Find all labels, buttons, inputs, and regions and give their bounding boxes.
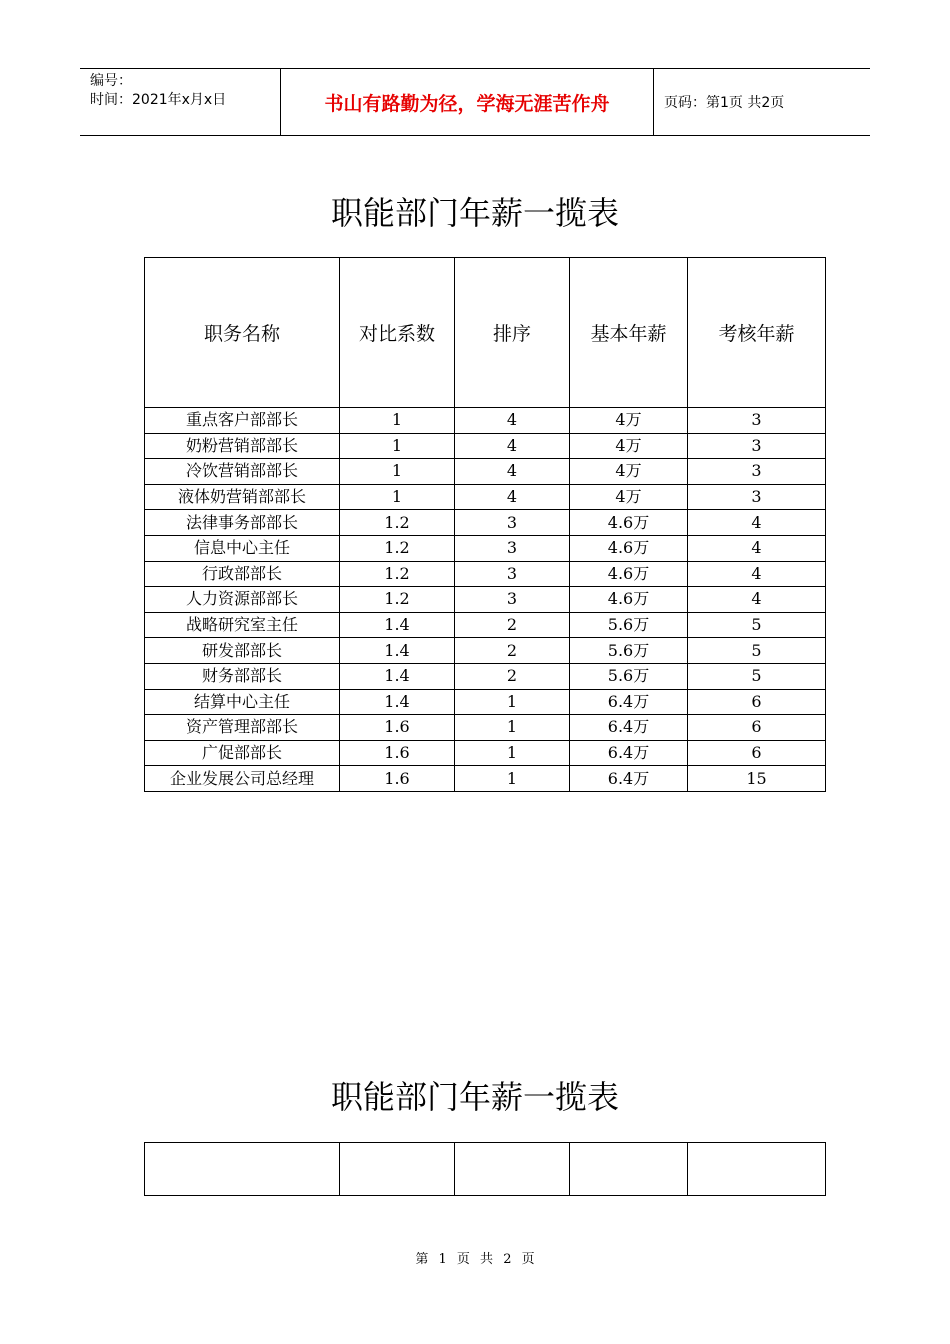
table-row	[145, 740, 826, 766]
header-meta	[80, 69, 281, 135]
table-cell: 研发部部长	[145, 638, 340, 664]
table-cell: 4.6万	[570, 587, 688, 613]
table-cell: 奶粉营销部部长	[145, 433, 340, 459]
table-cell: 3	[455, 510, 570, 536]
table-cell: 4	[688, 587, 826, 613]
table-header-row	[145, 258, 826, 408]
table-cell: 1	[340, 484, 455, 510]
page-title: 职能部门年薪一揽表	[330, 194, 619, 232]
header-assessment-salary: 考核年薪	[688, 258, 826, 408]
table-cell: 1.2	[340, 510, 455, 536]
page-title-second: 职能部门年薪一揽表	[330, 1078, 619, 1116]
number-label: 编号：	[90, 73, 132, 89]
table-cell: 4	[688, 535, 826, 561]
table-cell: 1.4	[340, 689, 455, 715]
table-row	[145, 510, 826, 536]
table-cell: 5	[688, 638, 826, 664]
table-cell: 法律事务部部长	[145, 510, 340, 536]
table-cell: 1.4	[340, 612, 455, 638]
table-cell: 6	[688, 715, 826, 741]
table-row	[145, 433, 826, 459]
table-cell: 5	[688, 612, 826, 638]
table-cell: 资产管理部部长	[145, 715, 340, 741]
salary-table-continued	[144, 1142, 826, 1196]
table-cell: 5.6万	[570, 612, 688, 638]
table-cell: 冷饮营销部部长	[145, 459, 340, 485]
table-cell: 1	[340, 408, 455, 434]
table-cell	[688, 1143, 826, 1196]
table-cell: 2	[455, 663, 570, 689]
page-footer: 第 1 页 共 2 页	[415, 1252, 535, 1267]
table-row	[145, 484, 826, 510]
table-row	[145, 689, 826, 715]
table-cell: 4	[455, 408, 570, 434]
table-cell: 1.6	[340, 715, 455, 741]
table-cell: 战略研究室主任	[145, 612, 340, 638]
table-row	[145, 1143, 826, 1196]
table-cell: 6.4万	[570, 740, 688, 766]
table-cell: 15	[688, 766, 826, 792]
table-cell: 2	[455, 638, 570, 664]
table-cell: 3	[688, 433, 826, 459]
table-cell: 5	[688, 663, 826, 689]
table-cell: 3	[688, 408, 826, 434]
table-cell: 广促部部长	[145, 740, 340, 766]
table-cell: 4.6万	[570, 510, 688, 536]
table-cell: 1.2	[340, 587, 455, 613]
table-cell: 3	[688, 459, 826, 485]
table-cell: 6.4万	[570, 715, 688, 741]
table-cell: 1	[455, 715, 570, 741]
table-cell: 4	[455, 433, 570, 459]
table-cell: 1.4	[340, 638, 455, 664]
table-cell: 3	[455, 535, 570, 561]
table-cell: 财务部部长	[145, 663, 340, 689]
header-base-salary: 基本年薪	[570, 258, 688, 408]
table-cell: 1.4	[340, 663, 455, 689]
table-cell: 1.6	[340, 766, 455, 792]
table-cell: 3	[688, 484, 826, 510]
table-cell: 1	[455, 740, 570, 766]
table-row	[145, 612, 826, 638]
table-cell: 1	[455, 689, 570, 715]
table-cell	[340, 1143, 455, 1196]
header-rank: 排序	[455, 258, 570, 408]
header-position: 职务名称	[145, 258, 340, 408]
table-row	[145, 408, 826, 434]
table-cell	[455, 1143, 570, 1196]
table-row	[145, 766, 826, 792]
table-cell: 4万	[570, 459, 688, 485]
table-cell: 6	[688, 689, 826, 715]
table-row	[145, 663, 826, 689]
table-cell: 4	[688, 561, 826, 587]
document-header	[80, 68, 870, 136]
table-cell: 6.4万	[570, 766, 688, 792]
salary-table-body	[145, 408, 826, 792]
table-cell: 重点客户部部长	[145, 408, 340, 434]
table-cell: 3	[455, 561, 570, 587]
table-row	[145, 587, 826, 613]
table-cell: 1.2	[340, 561, 455, 587]
table-cell: 4	[455, 459, 570, 485]
table-row	[145, 535, 826, 561]
table-cell: 1	[340, 459, 455, 485]
table-cell: 4.6万	[570, 561, 688, 587]
table-cell: 4万	[570, 408, 688, 434]
table-cell	[570, 1143, 688, 1196]
table-cell: 1.2	[340, 535, 455, 561]
header-ratio: 对比系数	[340, 258, 455, 408]
table-cell: 5.6万	[570, 638, 688, 664]
header-motto: 书山有路勤为径，学海无涯苦作舟	[281, 69, 654, 135]
time-label: 时间：2021年x月x日	[90, 92, 227, 108]
table-cell: 2	[455, 612, 570, 638]
table-row	[145, 459, 826, 485]
table-cell: 4.6万	[570, 535, 688, 561]
table-cell: 4万	[570, 484, 688, 510]
table-cell: 4万	[570, 433, 688, 459]
table-cell: 1.6	[340, 740, 455, 766]
table-cell: 4	[455, 484, 570, 510]
table-cell: 行政部部长	[145, 561, 340, 587]
table-cell: 液体奶营销部部长	[145, 484, 340, 510]
table-cell: 企业发展公司总经理	[145, 766, 340, 792]
table-cell: 结算中心主任	[145, 689, 340, 715]
table-row	[145, 561, 826, 587]
table-cell: 1	[455, 766, 570, 792]
table-cell: 5.6万	[570, 663, 688, 689]
table-cell: 6.4万	[570, 689, 688, 715]
table-cell: 3	[455, 587, 570, 613]
header-page-info: 页码：第1页 共2页	[664, 95, 785, 111]
table-row	[145, 638, 826, 664]
table-row	[145, 715, 826, 741]
table-cell: 1	[340, 433, 455, 459]
table-cell: 4	[688, 510, 826, 536]
table-cell	[145, 1143, 340, 1196]
table-cell: 6	[688, 740, 826, 766]
table-cell: 人力资源部部长	[145, 587, 340, 613]
table-cell: 信息中心主任	[145, 535, 340, 561]
salary-table	[144, 257, 826, 792]
